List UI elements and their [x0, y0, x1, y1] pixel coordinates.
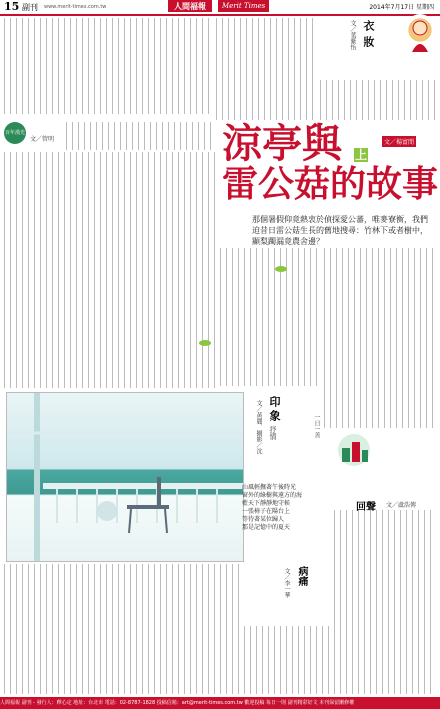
feature-deck: 那個暑假仰竟熱衷於偵探愛公蕃，唯麥寮衡，我們迫昔日雷公菇生長的舊地搜尋：竹林下或者樹中，顯梨躅漏竟農舍邊？	[252, 215, 428, 246]
right-column-heading: 回聲	[356, 502, 376, 513]
right-column-illustration	[334, 432, 374, 468]
poem-line: 窗外的綠樹與遠方的海	[242, 492, 303, 499]
painting-illustration	[6, 392, 244, 562]
leaf-icon-2	[198, 338, 212, 348]
bottom-column-title: 病痛	[296, 566, 307, 586]
top-right-article-text	[320, 80, 436, 120]
left-column-tag-group	[4, 122, 64, 148]
page-footer: 人間福報 副刊 - 發行人：釋心定 地址：台北市 電話：02-8787-1828 投稿信箱：art@merit-times.com.tw 歡迎投稿 每日一則 副刊精彩好文 本刊保留刪修權	[0, 697, 440, 709]
left-column-caption	[66, 122, 216, 150]
leaf-icon	[274, 264, 288, 274]
part-marker: 上	[354, 148, 367, 162]
left-column-byline: 文／管明	[30, 136, 55, 143]
poem-line: 山風輕撫著午後時光	[242, 484, 297, 491]
feature-title-line2: 雷公菇的故事	[222, 163, 439, 205]
poem-line: 藍天下靜靜地守候	[242, 500, 291, 507]
poem-body	[242, 484, 326, 532]
column-header-yizhuang	[320, 18, 380, 78]
column-tag-badge	[4, 122, 26, 144]
poem-author: 文／黃麗、攝影／沈	[255, 400, 262, 454]
poem-title-char1: 印	[268, 396, 281, 407]
feature-author: 文／楊富閔	[382, 136, 416, 147]
site-url: www.merit-times.com.tw	[44, 4, 107, 10]
issue-date: 2014年7月17日 星期四	[369, 4, 434, 11]
right-column-body	[334, 510, 436, 694]
masthead-en: Merit Times	[218, 0, 269, 12]
poem-line: 等待著某位歸人	[242, 516, 285, 523]
poem-title-group	[248, 396, 288, 476]
poem-line: 那是記憶中的夏天	[242, 524, 291, 531]
section-name: 副刊	[22, 3, 38, 12]
bottom-column-title-group	[274, 566, 330, 626]
feature-body-right	[324, 248, 436, 428]
bottom-column-body	[244, 626, 330, 694]
poem-title-rest: 抒情	[269, 426, 277, 440]
right-column-tag: 一日一善	[313, 414, 320, 438]
illustration-avatar	[404, 14, 436, 54]
poem-title-char2: 象	[268, 410, 281, 421]
column-label-char1: 衣	[362, 20, 375, 31]
poem-line: 一張椅子在陽台上	[242, 508, 291, 515]
masthead-cn: 人間福報	[168, 0, 212, 12]
feature-body-center	[220, 248, 320, 386]
column-tag-text: 百年漢光	[4, 130, 25, 136]
bottom-left-body	[4, 564, 240, 694]
feature-title-line1: 涼亭與	[222, 120, 342, 167]
balcony-scene-icon	[7, 393, 243, 561]
left-article-text	[4, 18, 214, 114]
column-author: 文／葉紫怡	[349, 20, 356, 50]
column-label-char2: 妝	[362, 36, 375, 47]
center-article-text	[216, 18, 316, 120]
right-column-author: 文／盧浩傳	[386, 502, 417, 509]
town-icon	[334, 432, 374, 468]
left-column-body	[4, 152, 216, 388]
girl-icon	[404, 14, 436, 54]
page-number: 15	[4, 0, 20, 13]
bottom-column-author: 文／李一華	[283, 568, 290, 598]
